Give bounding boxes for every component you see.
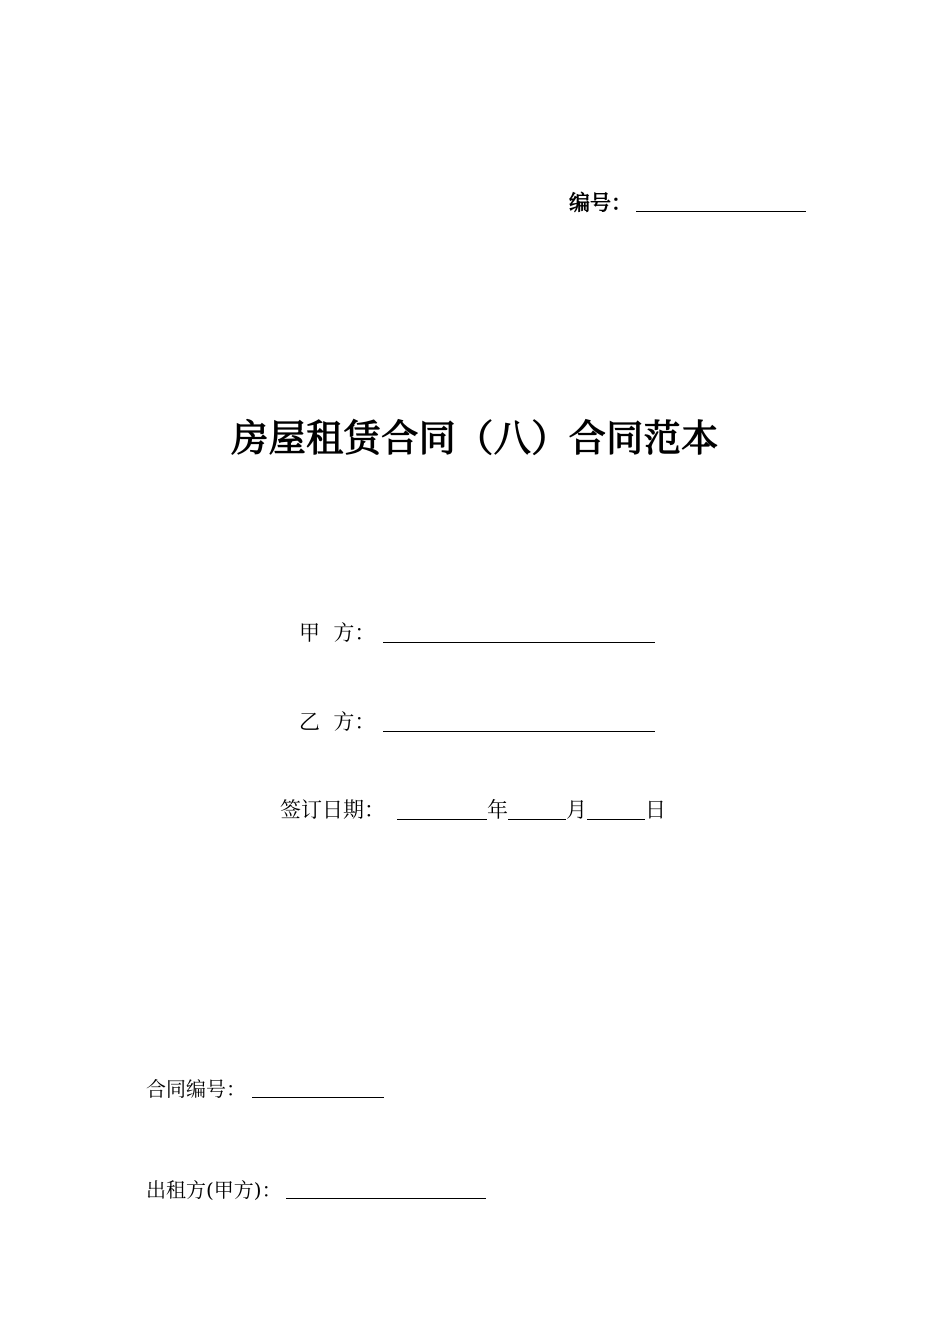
lessor-label: 出租方(甲方)： [146,1178,282,1202]
contract-number-row [146,1075,384,1103]
party-b-row [299,707,655,737]
sign-date-label: 签订日期： [280,798,385,822]
sign-year-blank[interactable] [397,818,487,820]
document-title: 房屋租赁合同（八）合同范本 [231,417,719,460]
month-label: 月 [566,798,587,822]
contract-number-label: 合同编号： [146,1077,246,1101]
party-a-row [299,618,655,648]
document-number-blank[interactable] [636,210,806,212]
sign-date-row [280,795,666,825]
lessor-blank[interactable] [286,1197,486,1199]
document-number-label: 编号： [569,191,632,215]
day-label: 日 [645,798,666,822]
lessor-row [146,1176,486,1204]
contract-number-blank[interactable] [252,1096,384,1098]
party-a-blank[interactable] [383,641,655,643]
year-label: 年 [487,798,508,822]
party-b-blank[interactable] [383,730,655,732]
party-b-label: 乙 方： [299,710,376,734]
document-number-row [569,188,806,218]
sign-month-blank[interactable] [508,818,566,820]
sign-day-blank[interactable] [587,818,645,820]
party-a-label: 甲 方： [299,621,376,645]
